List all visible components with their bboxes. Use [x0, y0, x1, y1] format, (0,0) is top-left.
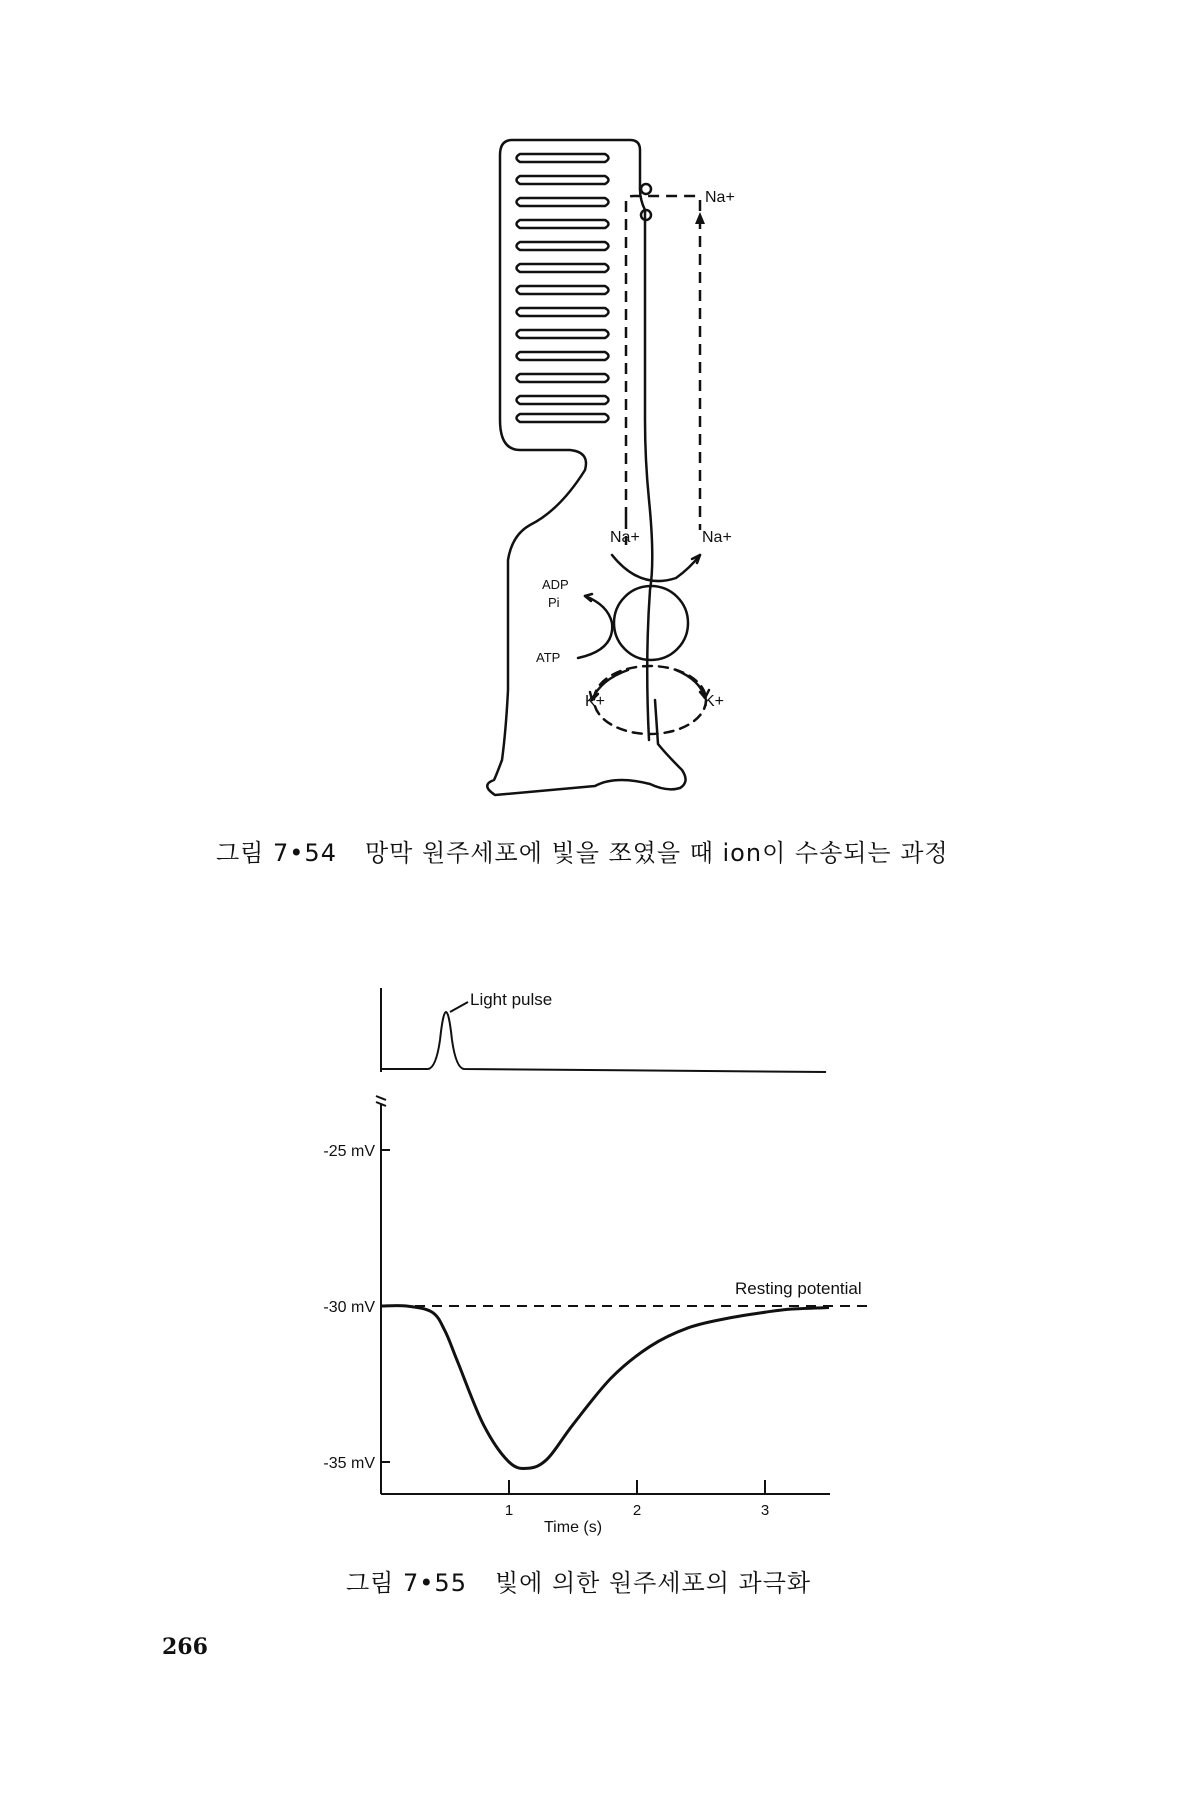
- x-axis-label: Time (s): [544, 1519, 603, 1536]
- light-pulse-trace: [381, 1012, 826, 1072]
- pi-label: Pi: [548, 595, 560, 610]
- caption-text: 망막 원주세포에 빛을 쪼였을 때 ion이 수송되는 과정: [364, 839, 949, 867]
- page-number: 266: [162, 1634, 208, 1660]
- y-tick-label: -35 mV: [323, 1455, 375, 1472]
- caption-number: 그림 7•54: [216, 839, 337, 867]
- resting-potential-annotation: Resting potential: [735, 1279, 862, 1298]
- k-right-label: K+: [704, 693, 725, 710]
- caption-text: 빛에 의한 원주세포의 과극화: [494, 1569, 812, 1597]
- light-pulse-pointer: [450, 1002, 468, 1012]
- y-tick-label: -30 mV: [323, 1299, 375, 1316]
- adp-label: ADP: [542, 577, 569, 592]
- x-tick-label: 2: [632, 1502, 642, 1519]
- na-right-label: Na+: [702, 529, 732, 546]
- caption-number: 그림 7•55: [346, 1569, 467, 1597]
- light-pulse-annotation: Light pulse: [470, 990, 553, 1009]
- na-left-label: Na+: [610, 529, 640, 546]
- x-tick-label: 3: [760, 1502, 770, 1519]
- figure-7-55-caption: [346, 1563, 811, 1598]
- y-tick-label: -25 mV: [323, 1143, 375, 1160]
- atp-label: ATP: [536, 650, 561, 665]
- na-top-label: Na+: [705, 189, 735, 206]
- membrane-potential-line: [381, 1306, 829, 1469]
- k-left-label: K+: [585, 693, 606, 710]
- x-tick-label: 1: [504, 1502, 514, 1519]
